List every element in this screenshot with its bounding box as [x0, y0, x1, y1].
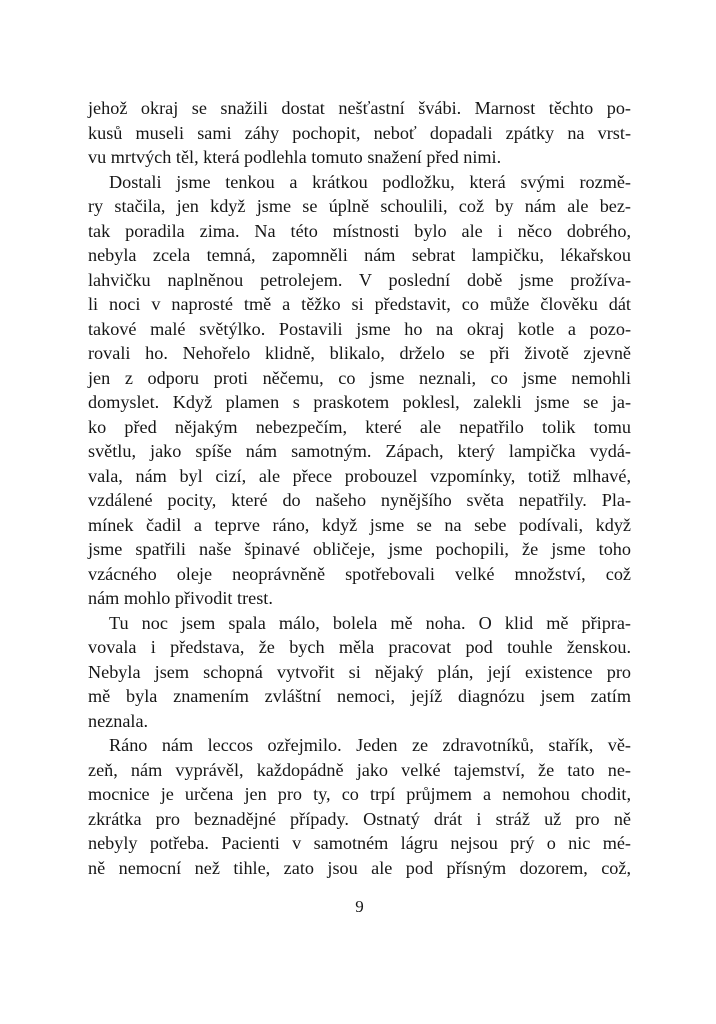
text-line: neznala.	[88, 710, 149, 731]
page-number: 9	[355, 897, 364, 916]
text-line: mě byla znamením zvláštní nemoci, jejíž diagnózu jsem zatím	[88, 686, 631, 706]
text-line: nebyly potřeba. Pacienti v samotném lágru nejsou prý o nic mé-	[88, 833, 631, 853]
paragraph	[88, 733, 631, 880]
text-line: Nebyla jsem schopná vytvořit si nějaký plán, její existence pro	[88, 661, 631, 682]
paragraph	[88, 170, 631, 611]
text-line: li noci v naprosté tmě a těžko si představit, co může člověku dát	[88, 294, 631, 314]
text-line: vzácného oleje neoprávněně spotřebovali velké množství, což	[88, 563, 631, 584]
text-line: kusů museli sami záhy pochopit, neboť dopadali zpátky na vrst-	[88, 122, 631, 143]
text-line: jen z odporu proti něčemu, co jsme neznali, co jsme nemohli	[88, 367, 631, 388]
text-line: jehož okraj se snažili dostat nešťastní švábi. Marnost těchto po-	[88, 98, 631, 118]
text-line: Ráno nám leccos ozřejmilo. Jeden ze zdravotníků, stařík, vě-	[109, 735, 631, 755]
text-line: zkrátka pro beznadějné případy. Ostnatý drát i stráž už pro ně	[88, 808, 631, 829]
text-line: Tu noc jsem spala málo, bolela mě noha. O klid mě připra-	[109, 612, 631, 633]
text-line: ry stačila, jen když jsme se úplně schoulili, což by nám ale bez-	[88, 196, 631, 216]
text-line: takové malé světýlko. Postavili jsme ho na okraj kotle a pozo-	[88, 318, 631, 339]
body-text	[88, 96, 631, 880]
text-line: Dostali jsme tenkou a krátkou podložku, která svými rozmě-	[109, 171, 631, 192]
text-line: světlu, jako spíše nám samotným. Zápach, který lampička vydá-	[88, 441, 631, 461]
text-line: tak poradila zima. Na této místnosti bylo ale i něco dobrého,	[88, 220, 631, 241]
text-line: mocnice je určena jen pro ty, co trpí průjmem a nemohou chodit,	[88, 784, 631, 804]
text-line: vovala i představa, že bych měla pracovat pod touhle ženskou.	[88, 637, 631, 657]
paragraph	[88, 611, 631, 734]
text-line: domyslet. Když plamen s praskotem poklesl, zalekli jsme se ja-	[88, 392, 631, 412]
text-line: jsme spatřili naše špinavé obličeje, jsme pochopili, že jsme toho	[88, 539, 631, 559]
text-line: mínek čadil a teprve ráno, když jsme se na sebe podívali, když	[88, 514, 631, 535]
text-line: vzdálené pocity, které do našeho nynějšího světa nepatřily. Pla-	[88, 490, 631, 510]
text-line: ně nemocní než tihle, zato jsou ale pod přísným dozorem, což,	[88, 857, 631, 878]
text-line: nebyla zcela temná, zapomněli nám sebrat lampičku, lékařskou	[88, 245, 631, 265]
text-line: vala, nám byl cizí, ale přece probouzel vzpomínky, totiž mlhavé,	[88, 465, 631, 486]
text-line: lahvičku naplněnou petrolejem. V poslední době jsme prožíva-	[88, 269, 631, 290]
text-line: nám mohlo přivodit trest.	[88, 588, 273, 608]
paragraph	[88, 96, 631, 170]
text-line: vu mrtvých těl, která podlehla tomuto snažení před nimi.	[88, 147, 502, 167]
text-line: ko před nějakým nebezpečím, které ale nepatřilo tolik tomu	[88, 416, 631, 437]
text-line: rovali ho. Nehořelo klidně, blikalo, drželo se při životě zjevně	[88, 343, 631, 363]
text-line: zeň, nám vyprávěl, každopádně jako velké tajemství, že tato ne-	[88, 759, 631, 780]
